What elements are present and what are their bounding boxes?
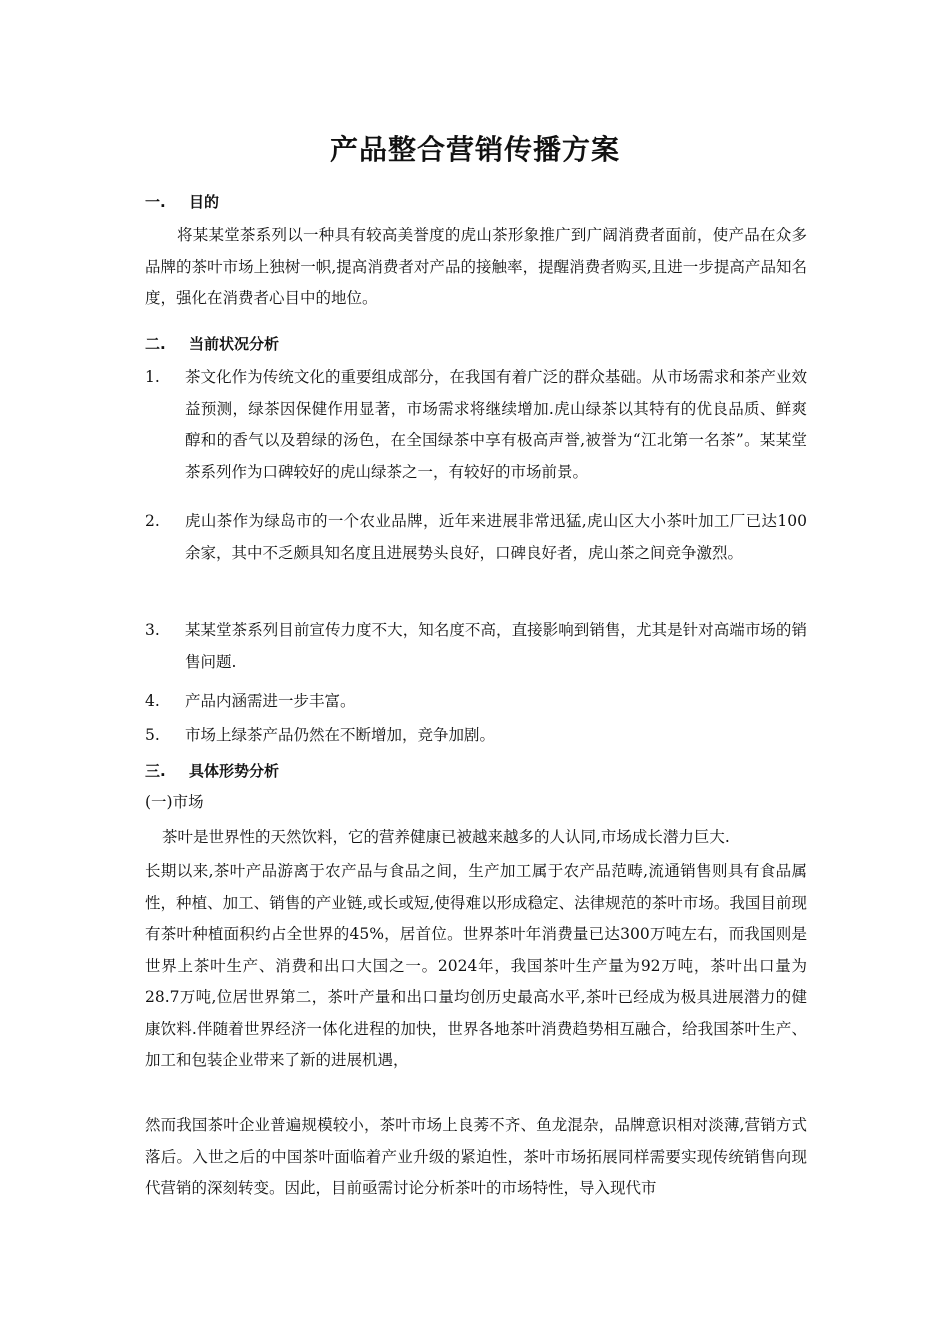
list-item-number: 5. <box>145 726 160 744</box>
list-item <box>145 686 807 718</box>
document-title: 产品整合营销传播方案 <box>329 133 620 166</box>
section-label: 具体形势分析 <box>189 762 280 780</box>
section-number: 三. <box>145 762 166 780</box>
list-item-number: 4. <box>145 692 160 710</box>
section-heading-current-status <box>145 333 279 354</box>
section-label: 当前状况分析 <box>189 335 280 353</box>
list-item-text: 某某堂茶系列目前宣传力度不大，知名度不高，直接影响到销售，尤其是针对高端市场的销售问题. <box>185 621 807 671</box>
section-label: 目的 <box>189 193 220 211</box>
list-item-text: 茶文化作为传统文化的重要组成部分，在我国有着广泛的群众基础。从市场需求和茶产业效益预测，绿茶因保健作用显著，市场需求将继续增加.虎山绿茶以其特有的优良品质、鲜爽醇和的香气以及碧绿的汤色，在全国绿茶中享有极高声誉,被誉为“江北第一名茶”。某某堂茶系列作为口碑较好的虎山绿茶之一，有较好的市场前景。 <box>185 368 807 481</box>
list-item-text: 虎山茶作为绿岛市的一个农业品牌，近年来进展非常迅猛,虎山区大小茶叶加工厂已达100余家，其中不乏颇具知名度且进展势头良好，口碑良好者，虎山茶之间竞争激烈。 <box>185 512 807 562</box>
market-paragraph-2: 然而我国茶叶企业普遍规模较小，茶叶市场上良莠不齐、鱼龙混杂，品牌意识相对淡薄,营销方式落后。入世之后的中国茶叶面临着产业升级的紧迫性，茶叶市场拓展同样需要实现传统销售向现代营销的深刻转变。因此，目前亟需讨论分析茶叶的市场特性，导入现代市 <box>145 1116 807 1197</box>
list-item-number: 3. <box>145 621 160 639</box>
market-intro: 茶叶是世界性的天然饮料，它的营养健康已被越来越多的人认同,市场成长潜力巨大. <box>162 828 730 846</box>
list-item-text: 产品内涵需进一步丰富。 <box>185 692 356 710</box>
purpose-paragraph: 将某某堂茶系列以一种具有较高美誉度的虎山茶形象推广到广阔消费者面前，使产品在众多品牌的茶叶市场上独树一帜,提高消费者对产品的接触率，提醒消费者购买,且进一步提高产品知名度，强化在消费者心目中的地位。 <box>145 226 807 307</box>
list-item-number: 2. <box>145 512 160 530</box>
market-paragraph: 长期以来,茶叶产品游离于农产品与食品之间，生产加工属于农产品范畴,流通销售则具有食品属性，种植、加工、销售的产业链,或长或短,使得难以形成稳定、法律规范的茶叶市场。我国目前现有茶叶种植面积约占全世界的45%，居首位。世界茶叶年消费量已达300万吨左右，而我国则是世界上茶叶生产、消费和出口大国之一。2024年，我国茶叶生产量为92万吨，茶叶出口量为28.7万吨,位居世界第二，茶叶产量和出口量均创历史最高水平,茶叶已经成为极具进展潜力的健康饮料.伴随着世界经济一体化进程的加快，世界各地茶叶消费趋势相互融合，给我国茶叶生产、加工和包装企业带来了新的进展机遇， <box>145 862 807 1069</box>
list-item <box>145 615 807 678</box>
section-number: 一. <box>145 193 166 211</box>
section-number: 二. <box>145 335 166 353</box>
list-item-number: 1. <box>145 368 160 386</box>
list-item <box>145 720 807 752</box>
list-item <box>145 506 807 569</box>
list-item <box>145 362 807 488</box>
section-heading-purpose <box>145 191 219 212</box>
section-heading-situation <box>145 760 279 781</box>
subsection-heading-market: (一)市场 <box>145 793 204 811</box>
list-item-text: 市场上绿茶产品仍然在不断增加，竞争加剧。 <box>185 726 496 744</box>
